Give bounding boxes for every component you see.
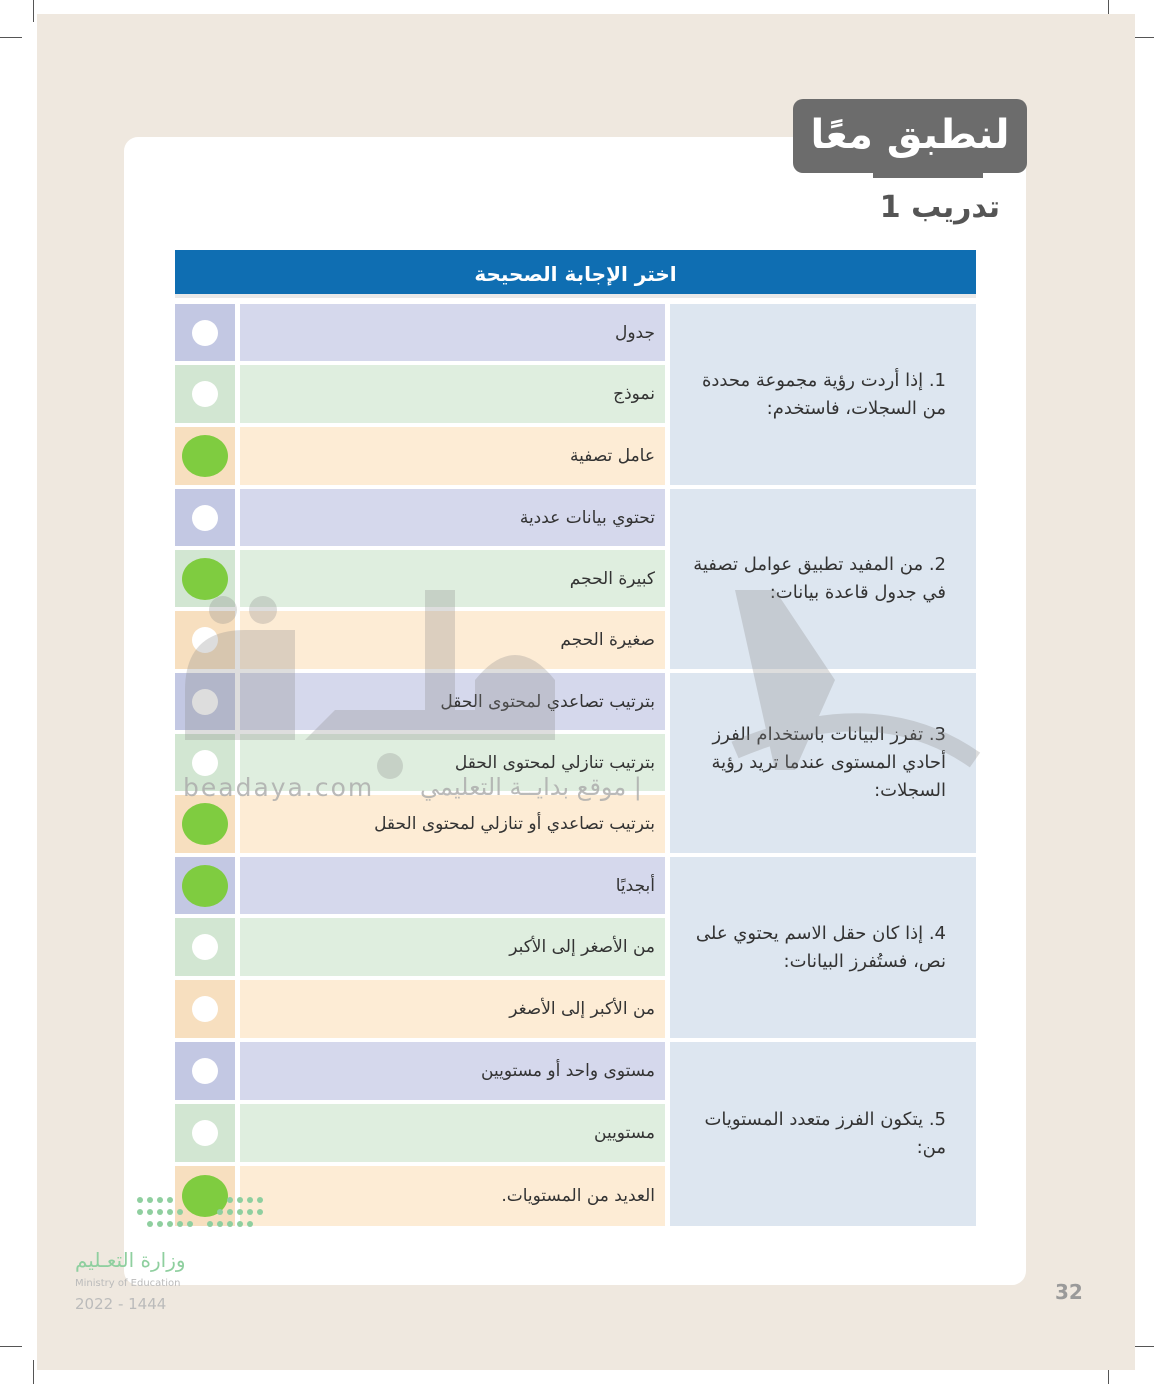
option-5-1: مستوى واحد أو مستويين <box>240 1042 665 1100</box>
option-3-3: بترتيب تصاعدي أو تنازلي لمحتوى الحقل <box>240 795 665 853</box>
radio-selected-icon <box>182 803 228 845</box>
option-3-1: بترتيب تصاعدي لمحتوى الحقل <box>240 673 665 730</box>
radio-empty-icon <box>192 1058 218 1084</box>
crop-mark <box>0 1346 22 1347</box>
watermark-tagline: | موقع بدايــة التعليمي <box>420 773 642 801</box>
question-1: 1. إذا أردت رؤية مجموعة محددة من السجلات، فاستخدم: <box>670 304 976 485</box>
question-4: 4. إذا كان حقل الاسم يحتوي على نص، فستُفرز البيانات: <box>670 857 976 1038</box>
option-1-1: جدول <box>240 304 665 361</box>
option-2-3: صغيرة الحجم <box>240 611 665 669</box>
radio-empty-icon <box>192 320 218 346</box>
crop-mark <box>0 37 22 38</box>
radio-4-3[interactable] <box>175 980 235 1038</box>
ministry-name: وزارة التعـليم <box>75 1248 186 1272</box>
radio-empty-icon <box>192 1120 218 1146</box>
radio-selected-icon <box>182 865 228 907</box>
watermark-site: beadaya.com <box>183 773 375 802</box>
radio-empty-icon <box>192 381 218 407</box>
option-5-3: العديد من المستويات. <box>240 1166 665 1226</box>
radio-empty-icon <box>192 996 218 1022</box>
option-2-1: تحتوي بيانات عددية <box>240 489 665 546</box>
radio-selected-icon <box>182 435 228 477</box>
radio-empty-icon <box>192 505 218 531</box>
crop-mark <box>33 1360 34 1384</box>
option-5-2: مستويين <box>240 1104 665 1162</box>
radio-5-2[interactable] <box>175 1104 235 1162</box>
radio-empty-icon <box>192 934 218 960</box>
radio-3-3[interactable] <box>175 795 235 853</box>
section-title: لنطبق معًا <box>793 99 1027 173</box>
radio-4-1[interactable] <box>175 857 235 914</box>
radio-5-1[interactable] <box>175 1042 235 1100</box>
radio-1-3[interactable] <box>175 427 235 485</box>
question-3: 3. تفرز البيانات باستخدام الفرز أحادي المستوى عندما تريد رؤية السجلات: <box>670 673 976 853</box>
edition-year: 2022 - 1444 <box>75 1295 167 1313</box>
exercise-label: تدريب 1 <box>879 190 1000 225</box>
radio-2-1[interactable] <box>175 489 235 546</box>
radio-3-1[interactable] <box>175 673 235 730</box>
ministry-logo-icon <box>134 1194 269 1234</box>
question-5: 5. يتكون الفرز متعدد المستويات من: <box>670 1042 976 1226</box>
radio-2-2[interactable] <box>175 550 235 607</box>
radio-empty-icon <box>192 689 218 715</box>
radio-2-3[interactable] <box>175 611 235 669</box>
answer-table <box>175 250 976 1226</box>
option-1-2: نموذج <box>240 365 665 423</box>
radio-1-1[interactable] <box>175 304 235 361</box>
radio-1-2[interactable] <box>175 365 235 423</box>
radio-empty-icon <box>192 627 218 653</box>
option-4-1: أبجديًا <box>240 857 665 914</box>
crop-mark <box>33 0 34 22</box>
page-number: 32 <box>1055 1280 1083 1304</box>
question-2: 2. من المفيد تطبيق عوامل تصفية في جدول قاعدة بيانات: <box>670 489 976 669</box>
radio-empty-icon <box>192 750 218 776</box>
option-4-2: من الأصغر إلى الأكبر <box>240 918 665 976</box>
radio-selected-icon <box>182 558 228 600</box>
option-4-3: من الأكبر إلى الأصغر <box>240 980 665 1038</box>
radio-4-2[interactable] <box>175 918 235 976</box>
option-1-3: عامل تصفية <box>240 427 665 485</box>
ministry-name-en: Ministry of Education <box>75 1278 181 1289</box>
table-heading: اختر الإجابة الصحيحة <box>175 250 976 298</box>
option-2-2: كبيرة الحجم <box>240 550 665 607</box>
option-3-2: بترتيب تنازلي لمحتوى الحقل <box>240 734 665 791</box>
